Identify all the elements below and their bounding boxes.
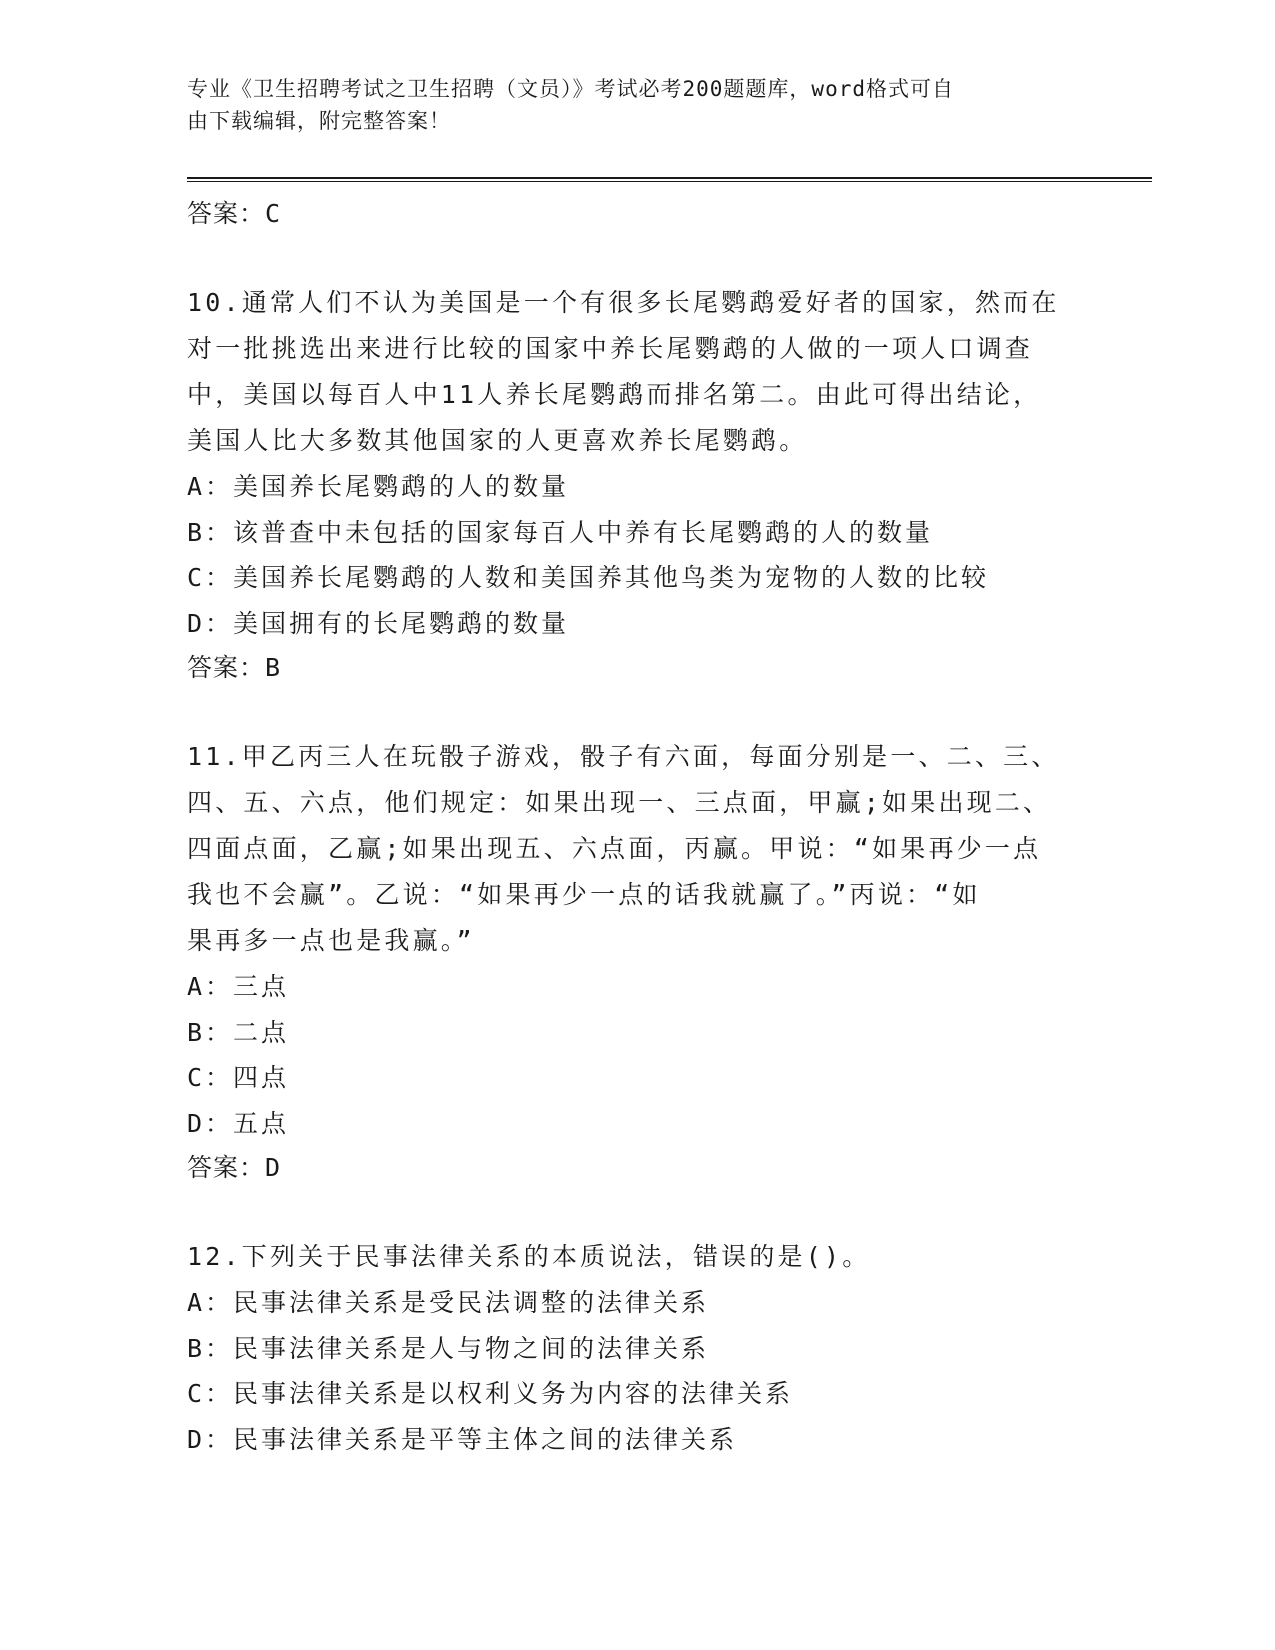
question-stem-line: 对一批挑选出来进行比较的国家中养长尾鹦鹉的人做的一项人口调查	[187, 334, 1034, 363]
header-line: 专业《卫生招聘考试之卫生招聘（文员）》考试必考200题题库，word格式可自	[187, 77, 954, 101]
page-content	[187, 192, 1077, 1462]
option-a: A：美国养长尾鹦鹉的人的数量	[187, 472, 570, 501]
option-c: C：四点	[187, 1063, 290, 1092]
question-stem-line: 10.通常人们不认为美国是一个有很多长尾鹦鹉爱好者的国家，然而在	[187, 288, 1060, 317]
option-b: B：民事法律关系是人与物之间的法律关系	[187, 1333, 710, 1363]
answer-line: 答案：D	[187, 1153, 282, 1182]
question-12	[187, 1234, 1077, 1462]
option-a: A：三点	[187, 972, 290, 1001]
question-stem-line: 12.下列关于民事法律关系的本质说法，错误的是()。	[187, 1242, 871, 1271]
option-d: D：美国拥有的长尾鹦鹉的数量	[187, 608, 570, 638]
option-b: B：该普查中未包括的国家每百人中养有长尾鹦鹉的人的数量	[187, 517, 934, 547]
option-d: D：民事法律关系是平等主体之间的法律关系	[187, 1424, 738, 1454]
question-stem-line: 四、五、六点，他们规定：如果出现一、三点面，甲赢;如果出现二、	[187, 788, 1052, 817]
option-b: B：二点	[187, 1017, 290, 1047]
option-d: D：五点	[187, 1108, 290, 1138]
question-stem-line: 我也不会赢”。乙说：“如果再少一点的话我就赢了。”丙说：“如	[187, 880, 981, 909]
question-11	[187, 734, 1077, 1190]
question-stem-line: 果再多一点也是我赢。”	[187, 926, 475, 955]
question-10	[187, 280, 1077, 690]
answer-line: 答案：B	[187, 653, 282, 682]
option-c: C：民事法律关系是以权利义务为内容的法律关系	[187, 1379, 794, 1408]
answer-line: 答案：C	[187, 199, 282, 228]
header-line: 由下载编辑，附完整答案！	[187, 109, 451, 133]
header-rule-thin	[187, 181, 1152, 182]
option-c: C：美国养长尾鹦鹉的人数和美国养其他鸟类为宠物的人数的比较	[187, 563, 990, 592]
page-header	[187, 73, 1067, 137]
question-stem-line: 美国人比大多数其他国家的人更喜欢养长尾鹦鹉。	[187, 426, 808, 455]
header-rule-thick	[187, 177, 1152, 179]
question-stem-line: 四面点面，乙赢;如果出现五、六点面，丙赢。甲说：“如果再少一点	[187, 834, 1042, 863]
option-a: A：民事法律关系是受民法调整的法律关系	[187, 1288, 710, 1317]
question-stem-line: 中，美国以每百人中11人养长尾鹦鹉而排名第二。由此可得出结论，	[187, 380, 1042, 409]
question-stem-line: 11.甲乙丙三人在玩骰子游戏，骰子有六面，每面分别是一、二、三、	[187, 742, 1060, 771]
